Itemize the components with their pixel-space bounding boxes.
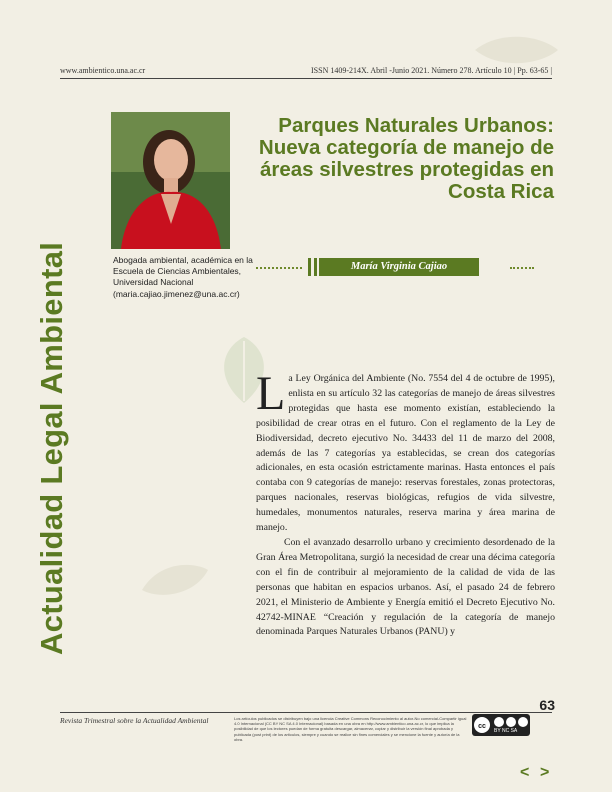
author-caption: Abogada ambiental, académica en la Escuela de Ciencias Ambientales, Universidad Nacional (maria.cajiao.jimenez@una.ac.cr) — [113, 255, 253, 299]
author-bar-accent — [308, 258, 311, 276]
journal-name: Revista Trimestral sobre la Actualidad Ambiental — [60, 716, 209, 725]
previous-page-button[interactable]: < — [520, 764, 530, 781]
article-body — [256, 367, 555, 640]
next-page-button[interactable]: > — [540, 764, 550, 781]
cc-badge-label: BY NC SA — [494, 728, 518, 734]
portrait-photo-icon — [111, 112, 230, 249]
svg-text:cc: cc — [478, 723, 486, 730]
author-photo — [111, 112, 230, 249]
leaf-watermark-icon — [140, 560, 210, 600]
license-text: Los artículos publicados se distribuyen bajo una licencia Creative Commons Reconocimiento al autor-No comercial-Compartir igual 4.0 Internacional (CC BY NC SA 4.0 Internacional) basada en una obra en http://www.ambientico.una.ac.cr, lo que implica la posibilidad de que los lectores puedan de forma gratuita descargar, almacenar, copiar y distribuir la versión final aprobada y publicada (post print) de los artículos, siempre y cuando se realice sin fines comerciales y se mencione la fuente y autoría de la obra. — [234, 716, 467, 742]
site-url[interactable]: www.ambientico.una.ac.cr — [60, 66, 146, 75]
page-number: 63 — [539, 697, 555, 713]
drop-cap: L — [256, 367, 286, 420]
header-divider — [60, 78, 552, 79]
author-banner — [256, 258, 534, 276]
article-title: Parques Naturales Urbanos: Nueva categoría de manejo de áreas silvestres protegidas en Costa Rica — [258, 114, 554, 203]
paragraph: La Ley Orgánica del Ambiente (No. 7554 del 4 de octubre de 1995), enlista en su artículo 32 las categorías de manejo de áreas silvestres protegidas que hasta ese momento existían, estableciendo la posibilidad de crear otras en el futuro. Con el reglamento de la Ley de Biodiversidad, decreto ejecutivo No. 34433 del 11 de marzo del 2008, además de las 7 categorías ya establecidas, se crean dos categorías adicionales, en esta ocasión estrictamente marinas. Hasta entonces el país contaba con 9 categorías de manejo: reservas forestales, zonas protectoras, parques nacionales, reservas biológicas, refugios de vida silvestre, humedales, monumentos naturales, reserva marina y área marina de manejo. — [256, 367, 555, 534]
creative-commons-badge[interactable] — [472, 714, 530, 736]
issn-info: ISSN 1409-214X. Abril -Junio 2021. Número 278. Artículo 10 | Pp. 63-65 | — [311, 66, 552, 75]
author-name: María Virginia Cajiao — [319, 258, 479, 276]
author-bar-accent — [314, 258, 317, 276]
leaf-watermark-icon — [470, 30, 560, 70]
section-title: Actualidad Legal Ambiental — [34, 241, 69, 655]
paragraph: Con el avanzado desarrollo urbano y crecimiento desordenado de la Gran Área Metropolitana, surgió la necesidad de crear una décima categoría con el fin de contribuir al mejoramiento de la calidad de vida de las personas que habitan en espacios urbanos. Así, el pasado 24 de febrero 2021, el Ministerio de Ambiente y Energía emitió el Decreto Ejecutivo No. 42742-MINAE “Creación y regulación de la categoría de manejo denominada Parques Naturales Urbanos (PANU) y — [256, 536, 555, 638]
dotted-rule-right — [510, 267, 534, 269]
dotted-rule-left — [256, 267, 302, 269]
footer-divider — [60, 712, 552, 713]
